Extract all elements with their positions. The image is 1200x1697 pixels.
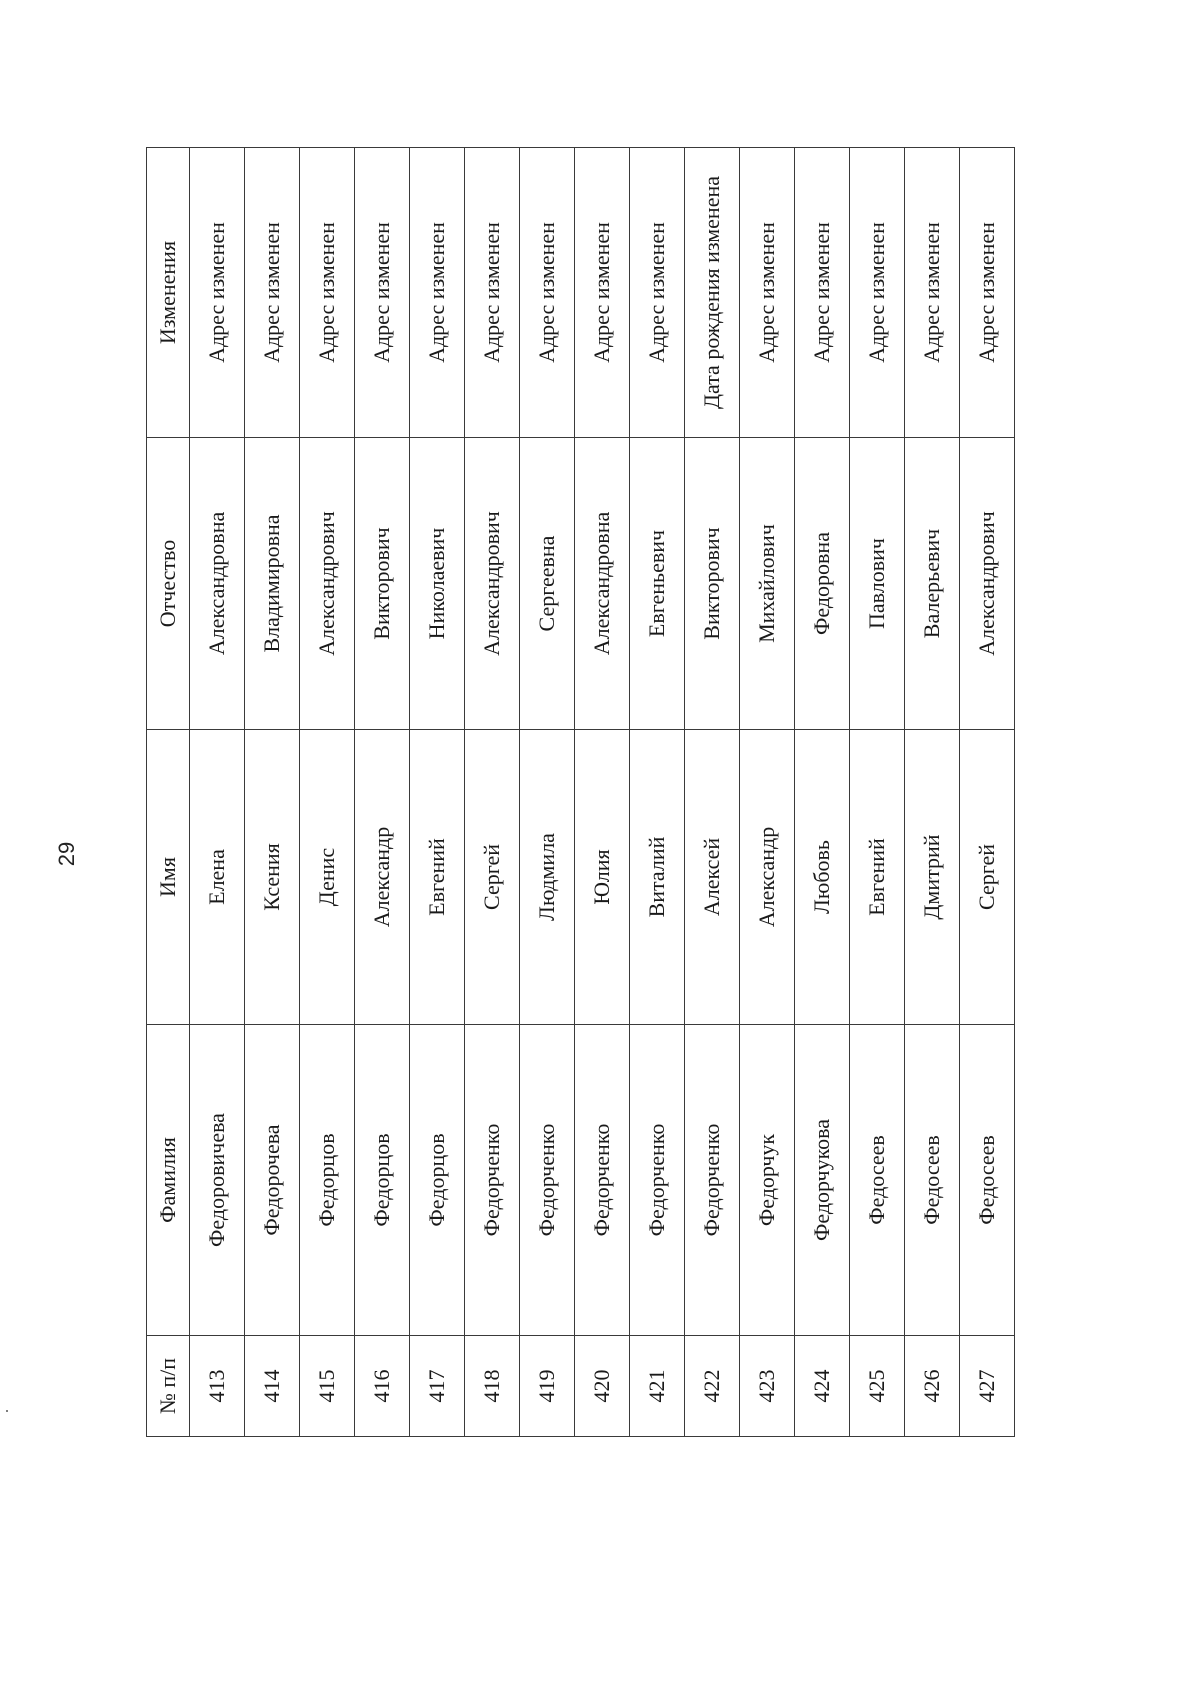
cell-number: 421 [630,1336,685,1437]
cell-first-name: Александр [355,730,410,1025]
cell-changes: Адрес изменен [245,148,300,438]
table-row [300,148,355,1437]
cell-number: 427 [960,1336,1015,1437]
header-first-name: Имя [147,730,190,1025]
table-row [740,148,795,1437]
cell-patronymic: Валерьевич [905,438,960,730]
cell-number: 426 [905,1336,960,1437]
cell-patronymic: Сергеевна [520,438,575,730]
cell-changes: Адрес изменен [960,148,1015,438]
cell-number: 414 [245,1336,300,1437]
cell-patronymic: Федоровна [795,438,850,730]
cell-changes: Дата рождения изменена [685,148,740,438]
table-header-row [147,148,190,1437]
page-number: 29 [54,841,79,867]
cell-last-name: Федорочева [245,1025,300,1336]
cell-patronymic: Александровна [575,438,630,730]
table-row [795,148,850,1437]
cell-changes: Адрес изменен [630,148,685,438]
cell-first-name: Сергей [960,730,1015,1025]
cell-number: 424 [795,1336,850,1437]
cell-first-name: Евгений [410,730,465,1025]
cell-patronymic: Викторович [685,438,740,730]
cell-patronymic: Михайлович [740,438,795,730]
cell-number: 419 [520,1336,575,1437]
cell-first-name: Евгений [850,730,905,1025]
cell-last-name: Федорцов [300,1025,355,1336]
cell-number: 425 [850,1336,905,1437]
table-row [850,148,905,1437]
cell-changes: Адрес изменен [520,148,575,438]
table-row [630,148,685,1437]
table-row [190,148,245,1437]
cell-changes: Адрес изменен [740,148,795,438]
cell-last-name: Федосеев [850,1025,905,1336]
cell-first-name: Сергей [465,730,520,1025]
cell-number: 418 [465,1336,520,1437]
cell-first-name: Ксения [245,730,300,1025]
cell-last-name: Федорченко [630,1025,685,1336]
table-row [960,148,1015,1437]
cell-last-name: Федорченко [685,1025,740,1336]
cell-last-name: Федорченко [520,1025,575,1336]
table-row [245,148,300,1437]
cell-first-name: Юлия [575,730,630,1025]
cell-patronymic: Павлович [850,438,905,730]
header-number: № п/п [147,1336,190,1437]
table-row [410,148,465,1437]
cell-patronymic: Александрович [465,438,520,730]
table-body [190,148,1015,1437]
cell-first-name: Александр [740,730,795,1025]
cell-last-name: Федорцов [355,1025,410,1336]
cell-number: 415 [300,1336,355,1437]
cell-last-name: Федорченко [465,1025,520,1336]
cell-number: 416 [355,1336,410,1437]
cell-number: 422 [685,1336,740,1437]
table-row [465,148,520,1437]
scan-speck [6,1410,8,1412]
cell-last-name: Федорчук [740,1025,795,1336]
header-last-name: Фамилия [147,1025,190,1336]
table-row [905,148,960,1437]
cell-patronymic: Александрович [300,438,355,730]
changes-table [146,147,1015,1437]
cell-first-name: Любовь [795,730,850,1025]
cell-changes: Адрес изменен [410,148,465,438]
cell-last-name: Федосеев [905,1025,960,1336]
cell-patronymic: Александрович [960,438,1015,730]
cell-patronymic: Владимировна [245,438,300,730]
cell-first-name: Дмитрий [905,730,960,1025]
cell-changes: Адрес изменен [850,148,905,438]
table-row [685,148,740,1437]
cell-last-name: Федосеев [960,1025,1015,1336]
header-changes: Изменения [147,148,190,438]
cell-last-name: Федорченко [575,1025,630,1336]
table-row [520,148,575,1437]
cell-last-name: Федорцов [410,1025,465,1336]
cell-patronymic: Александровна [190,438,245,730]
cell-changes: Адрес изменен [465,148,520,438]
cell-changes: Адрес изменен [905,148,960,438]
table-row [355,148,410,1437]
table-row [575,148,630,1437]
cell-number: 417 [410,1336,465,1437]
cell-last-name: Федорчукова [795,1025,850,1336]
cell-first-name: Алексей [685,730,740,1025]
header-patronymic: Отчество [147,438,190,730]
cell-number: 420 [575,1336,630,1437]
cell-changes: Адрес изменен [190,148,245,438]
cell-changes: Адрес изменен [300,148,355,438]
cell-changes: Адрес изменен [575,148,630,438]
cell-patronymic: Николаевич [410,438,465,730]
cell-first-name: Виталий [630,730,685,1025]
changes-table-container [146,148,1004,1437]
cell-patronymic: Евгеньевич [630,438,685,730]
cell-first-name: Людмила [520,730,575,1025]
cell-changes: Адрес изменен [795,148,850,438]
cell-patronymic: Викторович [355,438,410,730]
cell-first-name: Денис [300,730,355,1025]
cell-number: 423 [740,1336,795,1437]
cell-last-name: Федоровичева [190,1025,245,1336]
cell-changes: Адрес изменен [355,148,410,438]
cell-first-name: Елена [190,730,245,1025]
cell-number: 413 [190,1336,245,1437]
